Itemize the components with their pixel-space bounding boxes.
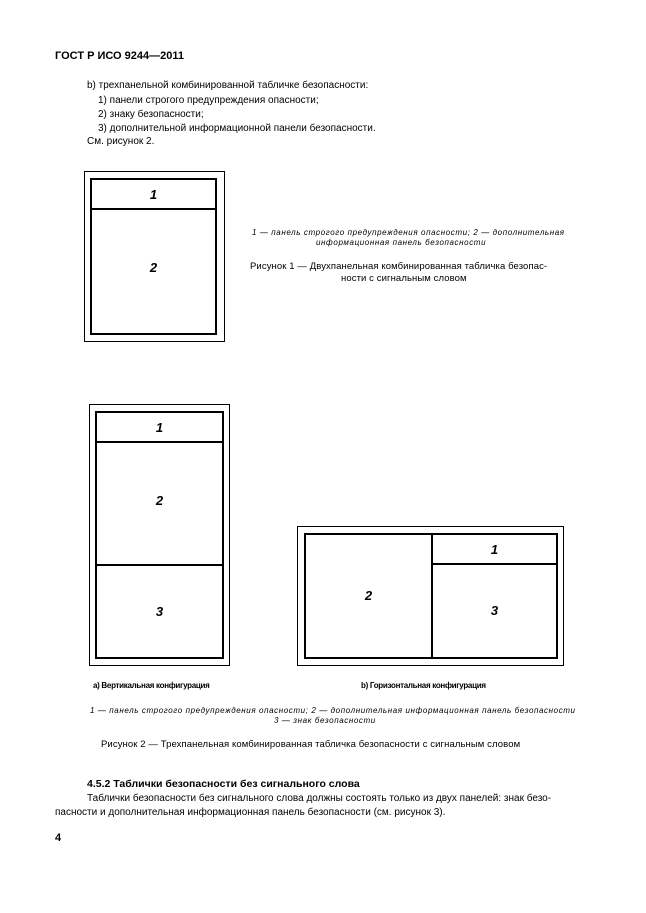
figure2b-panel-1 xyxy=(431,533,558,565)
figure2b-label-2: 2 xyxy=(364,588,373,603)
figure2a-label-3: 3 xyxy=(155,604,164,619)
figure1-caption-line-1: Рисунок 1 — Двухпанельная комбинированная табличка безопас- xyxy=(250,261,548,272)
section-paragraph-line-2: пасности и дополнительная информационная панель безопасности (см. рисунок 3). xyxy=(55,807,446,818)
figure2b-panel-3 xyxy=(431,563,558,659)
figure1-label-1: 1 xyxy=(149,187,158,202)
page-number: 4 xyxy=(55,832,62,844)
intro-see-figure: См. рисунок 2. xyxy=(87,136,155,147)
document-header: ГОСТ Р ИСО 9244—2011 xyxy=(55,50,185,62)
figure2a-panel-1 xyxy=(95,411,224,443)
intro-item-1: 1) панели строгого предупреждения опасности; xyxy=(98,95,319,106)
figure2-legend-line-1: 1 — панель строгого предупреждения опасности; 2 — дополнительная информационная панель безопасности xyxy=(90,706,576,715)
figure2a-sign-outline xyxy=(89,404,230,666)
figure2a-panel-3 xyxy=(95,564,224,659)
figure2a-subcaption: а) Вертикальная конфигурация xyxy=(93,681,210,690)
intro-line-b: b) трехпанельной комбинированной табличке безопасности: xyxy=(87,80,369,91)
section-heading: 4.5.2 Таблички безопасности без сигнального слова xyxy=(87,778,360,790)
figure1-panel-1 xyxy=(90,178,217,210)
figure1-caption-line-2: ности с сигнальным словом xyxy=(341,273,467,284)
figure2a-panel-2 xyxy=(95,441,224,566)
figure2-legend-line-2: 3 — знак безопасности xyxy=(274,716,376,725)
figure1-legend-line-1: 1 — панель строгого предупреждения опасности; 2 — дополнительная xyxy=(252,228,565,237)
figure2b-subcaption: b) Горизонтальная конфигурация xyxy=(361,681,486,690)
figure1-sign-outline xyxy=(84,171,225,342)
figure2b-sign-outline xyxy=(297,526,564,666)
section-paragraph-line-1: Таблички безопасности без сигнального слова должны состоять только из двух панелей: знак безо- xyxy=(87,793,552,804)
figure2a-label-2: 2 xyxy=(155,493,164,508)
figure2-caption: Рисунок 2 — Трехпанельная комбинированная табличка безопасности с сигнальным словом xyxy=(101,739,521,750)
figure1-legend-line-2: информационная панель безопасности xyxy=(316,238,487,247)
figure2b-label-3: 3 xyxy=(490,603,499,618)
intro-item-2: 2) знаку безопасности; xyxy=(98,109,204,120)
figure1-panel-2 xyxy=(90,208,217,335)
figure2a-label-1: 1 xyxy=(155,420,164,435)
figure2b-panel-2 xyxy=(304,533,433,659)
figure1-label-2: 2 xyxy=(149,260,158,275)
intro-item-3: 3) дополнительной информационной панели безопасности. xyxy=(98,123,376,134)
figure2b-label-1: 1 xyxy=(490,542,499,557)
